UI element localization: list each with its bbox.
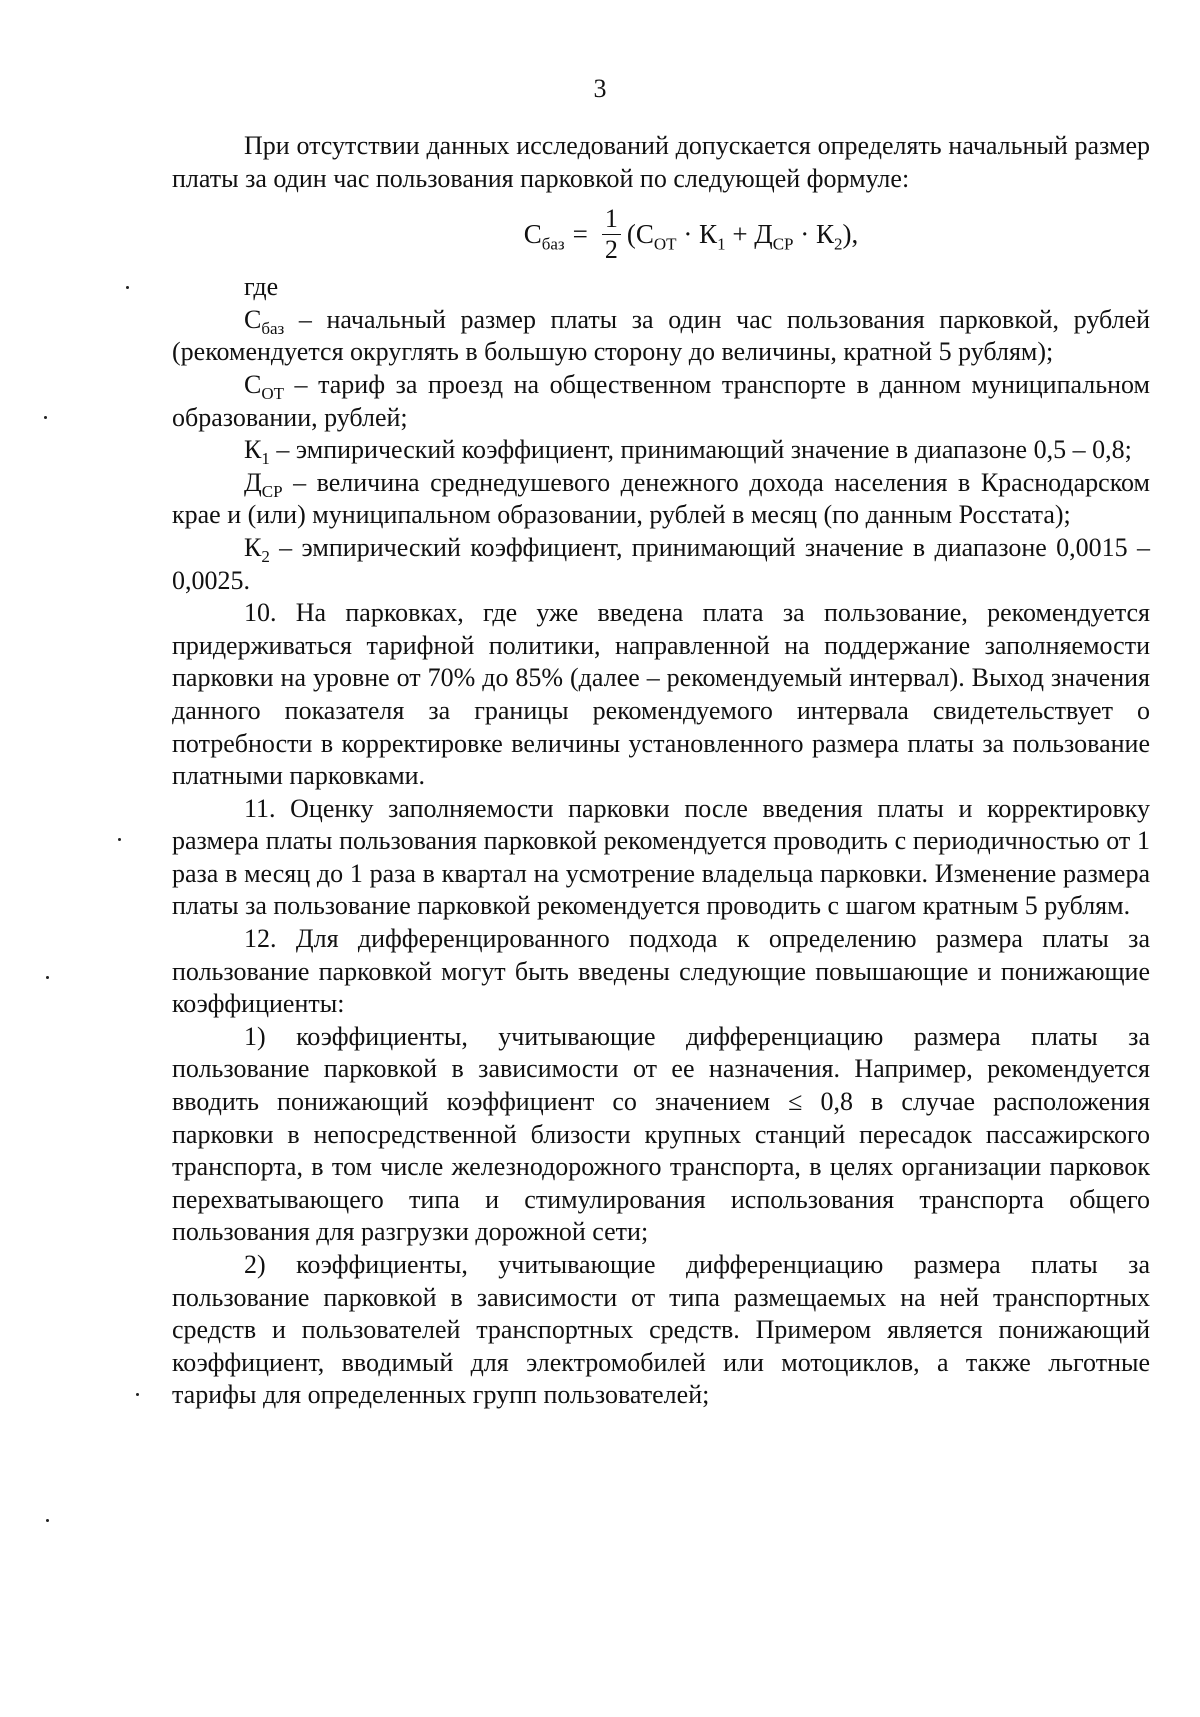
paragraph-10: 10. На парковках, где уже введена плата за пользование, рекомендуется придерживаться тарифной политики, направленной на поддержание заполняемости парковки на уровне от 70% до 85% (далее – рекомендуемый интервал). Выход значения данного показателя за границы рекомендуемого интервала свидетельствует о потребности в корректировке величины установленного размера платы за пользование платными парковками. — [172, 598, 1150, 791]
document-body — [172, 130, 1150, 1412]
formula-equals: = — [572, 218, 588, 249]
formula-lhs: $С_{баз}$ — [523, 218, 565, 254]
list-item-1: 1) коэффициенты, учитывающие дифференциацию размера платы за пользование парковкой в зависимости от ее назначения. Например, рекомендуется вводить понижающий коэффициент со значением ≤ 0,8 в случае расположения парковки в непосредственной близости крупных станций пересадок пассажирского транспорта, в том числе железнодорожного транспорта, в целях организации парковок перехватывающего типа и стимулирования использования транспорта общего пользования для разгрузки дорожной сети; — [172, 1021, 1150, 1247]
scan-speck — [126, 286, 129, 289]
intro-paragraph: При отсутствии данных исследований допускается определять начальный размер платы за один час пользования парковкой по следующей формуле: — [172, 131, 1150, 193]
scan-speck — [46, 1519, 49, 1522]
scan-speck — [46, 976, 49, 979]
list-item-2: 2) коэффициенты, учитывающие дифференциацию размера платы за пользование парковкой в зависимости от типа размещаемых на ней транспортных средств и пользователей транспортных средств. Примером является понижающий коэффициент, вводимый для электромобилей или мотоциклов, а также льготные тарифы для определенных групп пользователей; — [172, 1250, 1150, 1410]
where-label: где — [244, 272, 279, 302]
page-number: 3 — [593, 74, 607, 103]
formula-rhs: $(С_{ОТ} \cdot К_1 + Д_{СР} \cdot К_2)$, — [626, 218, 859, 254]
scan-speck — [44, 416, 47, 419]
formula — [172, 199, 1150, 269]
definition-c-ot: $С_{ОТ}$ – тариф за проезд на общественном транспорте в данном муниципальном образовании, рублей; — [172, 369, 1150, 432]
scan-speck — [136, 1393, 139, 1396]
definition-k2: $К_2$ – эмпирический коэффициент, принимающий значение в диапазоне 0,0015 – 0,0025. — [172, 532, 1150, 595]
definition-d-sr: $Д_{СР}$ – величина среднедушевого денежного дохода населения в Краснодарском крае и (или) муниципальном образовании, рублей в месяц (по данным Росстата); — [172, 467, 1150, 530]
paragraph-11: 11. Оценку заполняемости парковки после введения платы и корректировку размера платы пользования парковкой рекомендуется проводить с периодичностью от 1 раза в месяц до 1 раза в квартал на усмотрение владельца парковки. Изменение размера платы за пользование парковкой рекомендуется проводить с шагом кратным 5 рублям. — [172, 793, 1150, 921]
scan-speck — [118, 838, 121, 841]
definition-k1: $К_1$ – эмпирический коэффициент, принимающий значение в диапазоне 0,5 – 0,8; — [244, 435, 1132, 469]
paragraph-12: 12. Для дифференцированного подхода к определению размера платы за пользование парковкой могут быть введены следующие повышающие и понижающие коэффициенты: — [172, 924, 1150, 1019]
formula-fraction: $\frac{1}{2}$ — [602, 204, 621, 265]
definition-c-baz: $С_{баз}$ – начальный размер платы за один час пользования парковкой, рублей (рекомендуется округлять в большую сторону до величины, кратной 5 рублям); — [172, 304, 1150, 367]
